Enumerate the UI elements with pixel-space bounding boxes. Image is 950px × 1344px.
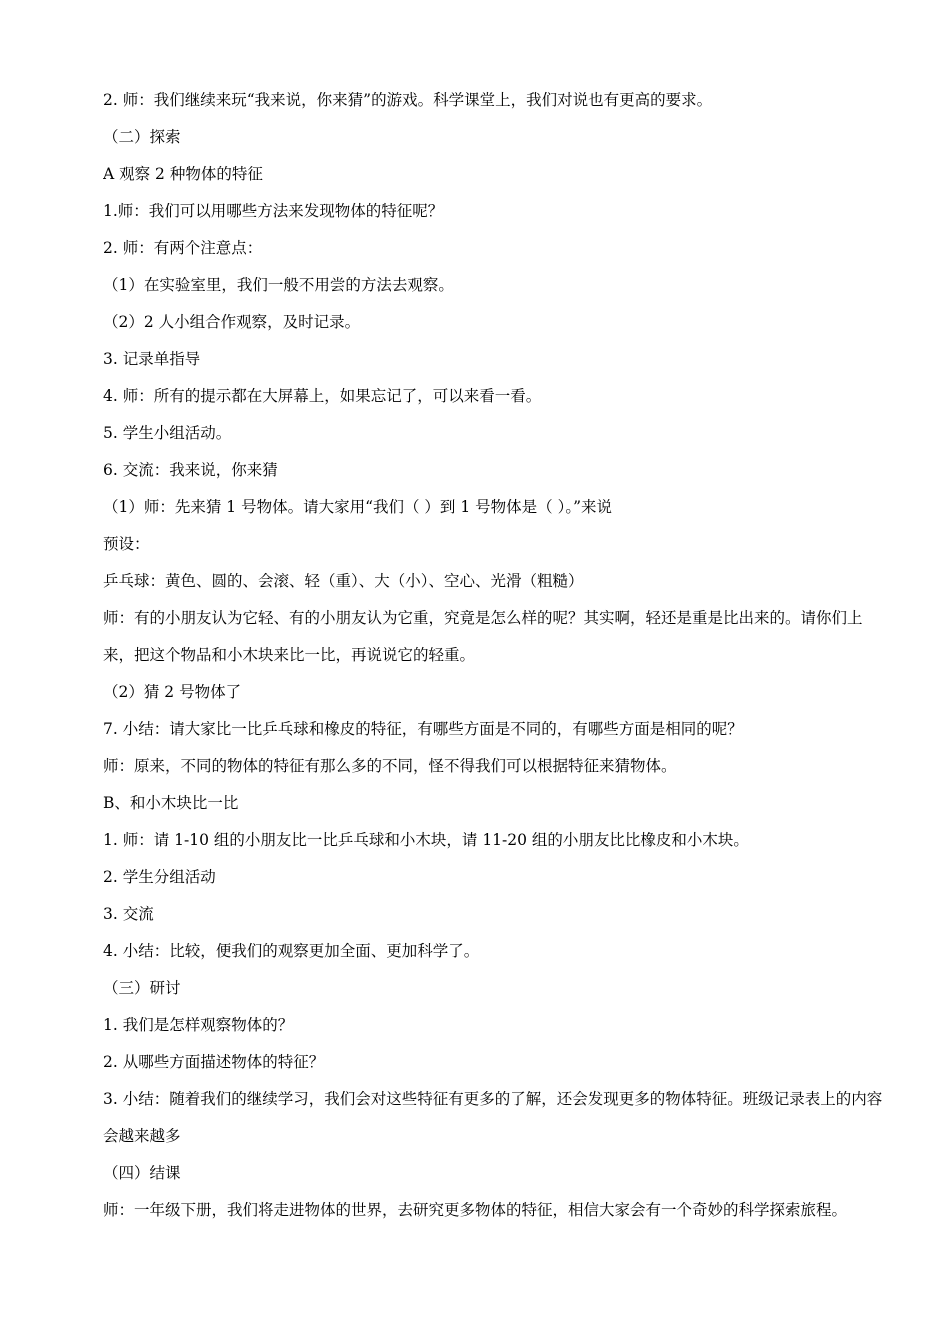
paragraph: 3. 交流 bbox=[103, 905, 154, 923]
paragraph: 3. 记录单指导 bbox=[103, 350, 201, 368]
paragraph: 1. 师：请 1-10 组的小朋友比一比乒乓球和小木块，请 11-20 组的小朋友比比橡皮和小木块。 bbox=[103, 831, 749, 849]
section-heading-explore: （二）探索 bbox=[103, 128, 181, 146]
paragraph-summary: 3. 小结：随着我们的继续学习，我们会对这些特征有更多的了解，还会发现更多的物体特征。班级记录表上的内容会越来越多 bbox=[103, 1090, 883, 1145]
paragraph: （1）在实验室里，我们一般不用尝的方法去观察。 bbox=[103, 276, 454, 294]
paragraph: 7. 小结：请大家比一比乒乓球和橡皮的特征，有哪些方面是不同的，有哪些方面是相同的呢？ bbox=[103, 720, 743, 738]
paragraph: 2. 从哪些方面描述物体的特征？ bbox=[103, 1053, 325, 1071]
paragraph: （2）2 人小组合作观察，及时记录。 bbox=[103, 313, 361, 331]
paragraph-teacher-weight: 师：有的小朋友认为它轻、有的小朋友认为它重，究竟是怎么样的呢？其实啊，轻还是重是比出来的。请你们上来，把这个物品和小木块来比一比，再说说它的轻重。 bbox=[103, 609, 863, 664]
paragraph: 1. 我们是怎样观察物体的？ bbox=[103, 1016, 294, 1034]
subheading-compare: B、和小木块比一比 bbox=[103, 794, 239, 812]
paragraph: （2）猜 2 号物体了 bbox=[103, 683, 242, 701]
paragraph-closing: 师：一年级下册，我们将走进物体的世界，去研究更多物体的特征，相信大家会有一个奇妙的科学探索旅程。 bbox=[103, 1201, 848, 1219]
paragraph: 4. 小结：比较，便我们的观察更加全面、更加科学了。 bbox=[103, 942, 480, 960]
section-heading-close: （四）结课 bbox=[103, 1164, 181, 1182]
paragraph: 2. 学生分组活动 bbox=[103, 868, 216, 886]
paragraph-game-intro: 2. 师：我们继续来玩“我来说，你来猜”的游戏。科学课堂上，我们对说也有更高的要求。 bbox=[103, 91, 713, 109]
section-heading-discuss: （三）研讨 bbox=[103, 979, 181, 997]
paragraph: 1.师：我们可以用哪些方法来发现物体的特征呢？ bbox=[103, 202, 444, 220]
subheading-observe: A 观察 2 种物体的特征 bbox=[103, 165, 263, 183]
document-body bbox=[103, 82, 893, 1229]
paragraph: 6. 交流：我来说，你来猜 bbox=[103, 461, 278, 479]
paragraph: （1）师：先来猜 1 号物体。请大家用“我们（ ）到 1 号物体是（ ）。”来说 bbox=[103, 498, 612, 516]
paragraph: 2. 师：有两个注意点： bbox=[103, 239, 263, 257]
paragraph-preset: 预设： bbox=[103, 535, 150, 553]
paragraph: 4. 师：所有的提示都在大屏幕上，如果忘记了，可以来看一看。 bbox=[103, 387, 542, 405]
paragraph: 5. 学生小组活动。 bbox=[103, 424, 232, 442]
paragraph-ping-pong: 乒乓球：黄色、圆的、会滚、轻（重）、大（小）、空心、光滑（粗糙） bbox=[103, 572, 584, 590]
paragraph: 师：原来，不同的物体的特征有那么多的不同，怪不得我们可以根据特征来猜物体。 bbox=[103, 757, 677, 775]
